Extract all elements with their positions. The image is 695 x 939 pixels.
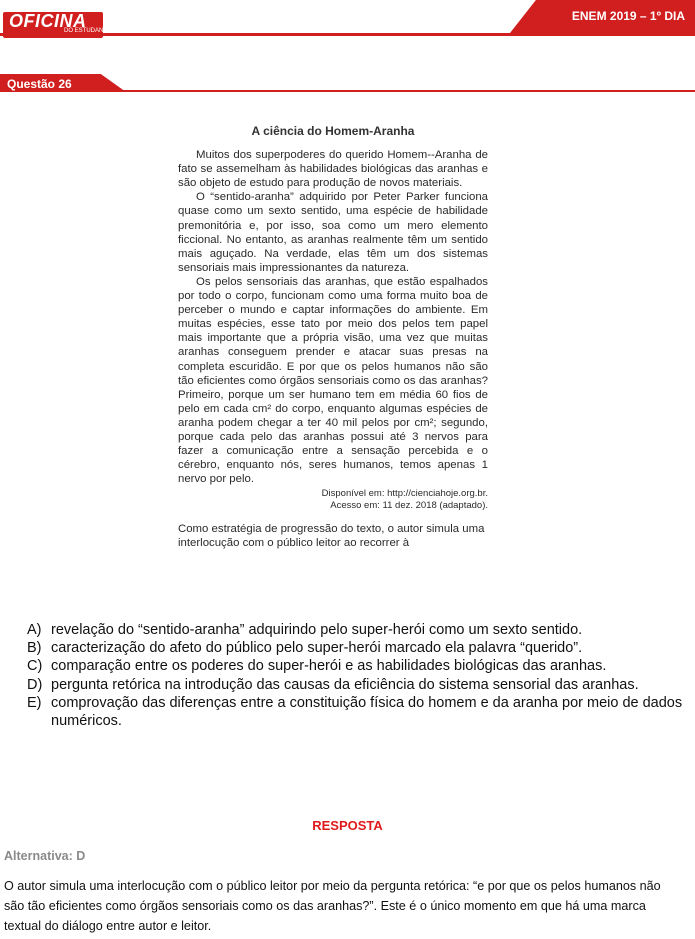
answer-heading: RESPOSTA xyxy=(312,818,383,833)
passage-scan xyxy=(178,124,488,551)
source-url: Disponível em: http://cienciahoje.org.br. xyxy=(321,488,488,500)
option-letter: A) xyxy=(27,622,42,638)
option-a[interactable] xyxy=(27,621,687,639)
passage-title: A ciência do Homem-Aranha xyxy=(251,124,415,138)
option-letter: B) xyxy=(27,640,42,657)
source-access-date: Acesso em: 11 dez. 2018 (adaptado). xyxy=(330,500,488,512)
passage-paragraph: O “sentido-aranha” adquirido por Peter Parker funciona quase como um sexto sentido, uma espécie de habilidade premonitória e, por isso, soa como um mero elemento ficcional. No entanto, as aranhas realmente têm um sentido mais aguçado. Na verdade, elas têm um dos sistemas sensoriais mais impressionantes da natureza. xyxy=(178,191,488,274)
option-c[interactable] xyxy=(27,657,687,675)
option-letter: C) xyxy=(27,658,43,675)
passage-source xyxy=(178,488,488,512)
answer-explanation: O autor simula uma interlocução com o público leitor por meio da pergunta retórica: “e por que os pelos humanos não são tão eficientes como órgãos sensoriais como os das aranhas?”. Este é o único momento em que há uma marca textual do diálogo entre autor e leitor. xyxy=(4,879,661,933)
option-letter: E) xyxy=(27,694,42,711)
answer-options xyxy=(27,621,687,730)
option-b[interactable] xyxy=(27,639,687,657)
passage-paragraph: Os pelos sensoriais das aranhas, que estão espalhados por todo o corpo, funcionam como uma forma muito boa de perceber o mundo e captar informações do ambiente. Em muitas espécies, esse tato por meio dos pelos tem papel mais importante que a própria visão, uma vez que muitas aranhas conseguem prender e atacar suas presas na completa escuridão. E por que os pelos humanos não são tão eficientes como órgãos sensoriais como os das aranhas? Primeiro, porque um ser humano tem em média 60 fios de pelo em cada cm² do corpo, enquanto algumas espécies de aranha podem chegar a ter 40 mil pelos por cm²; segundo, porque cada pelo das aranhas possui até 3 nervos para fazer a comunicação entre a sensação percebida e o cérebro, enquanto nós, seres humanos, temos apenas 1 nervo por pelo. xyxy=(178,275,488,486)
option-e[interactable] xyxy=(27,694,687,730)
option-text: caracterização do afeto do público pelo super-herói marcado ela palavra “querido”. xyxy=(51,640,583,657)
question-label: Questão 26 xyxy=(7,77,72,91)
option-text: revelação do “sentido-aranha” adquirindo pelo super-herói como um sexto sentido. xyxy=(51,622,583,638)
question-prompt: Como estratégia de progressão do texto, o autor simula uma interlocução com o público leitor ao recorrer à xyxy=(178,523,485,550)
passage-paragraph: Muitos dos superpoderes do querido Homem--Aranha de fato se assemelham às habilidades biológicas das aranhas e são objeto de estudo para produção de novos materiais. xyxy=(178,149,488,190)
option-text: comparação entre os poderes do super-herói e as habilidades biológicas das aranhas. xyxy=(51,658,607,675)
option-letter: D) xyxy=(27,676,43,693)
logo-subtitle: DO ESTUDANTE xyxy=(64,28,112,34)
option-text: comprovação das diferenças entre a constituição física do homem e da aranha por meio de dados numéricos. xyxy=(51,694,683,730)
exam-label: ENEM 2019 – 1º DIA xyxy=(571,9,685,23)
logo: OFICINA xyxy=(9,11,87,31)
option-text: pergunta retórica na introdução das causas da eficiência do sistema sensorial das aranhas. xyxy=(51,676,639,693)
option-d[interactable] xyxy=(27,676,687,694)
answer-alternative: Alternativa: D xyxy=(4,849,86,863)
